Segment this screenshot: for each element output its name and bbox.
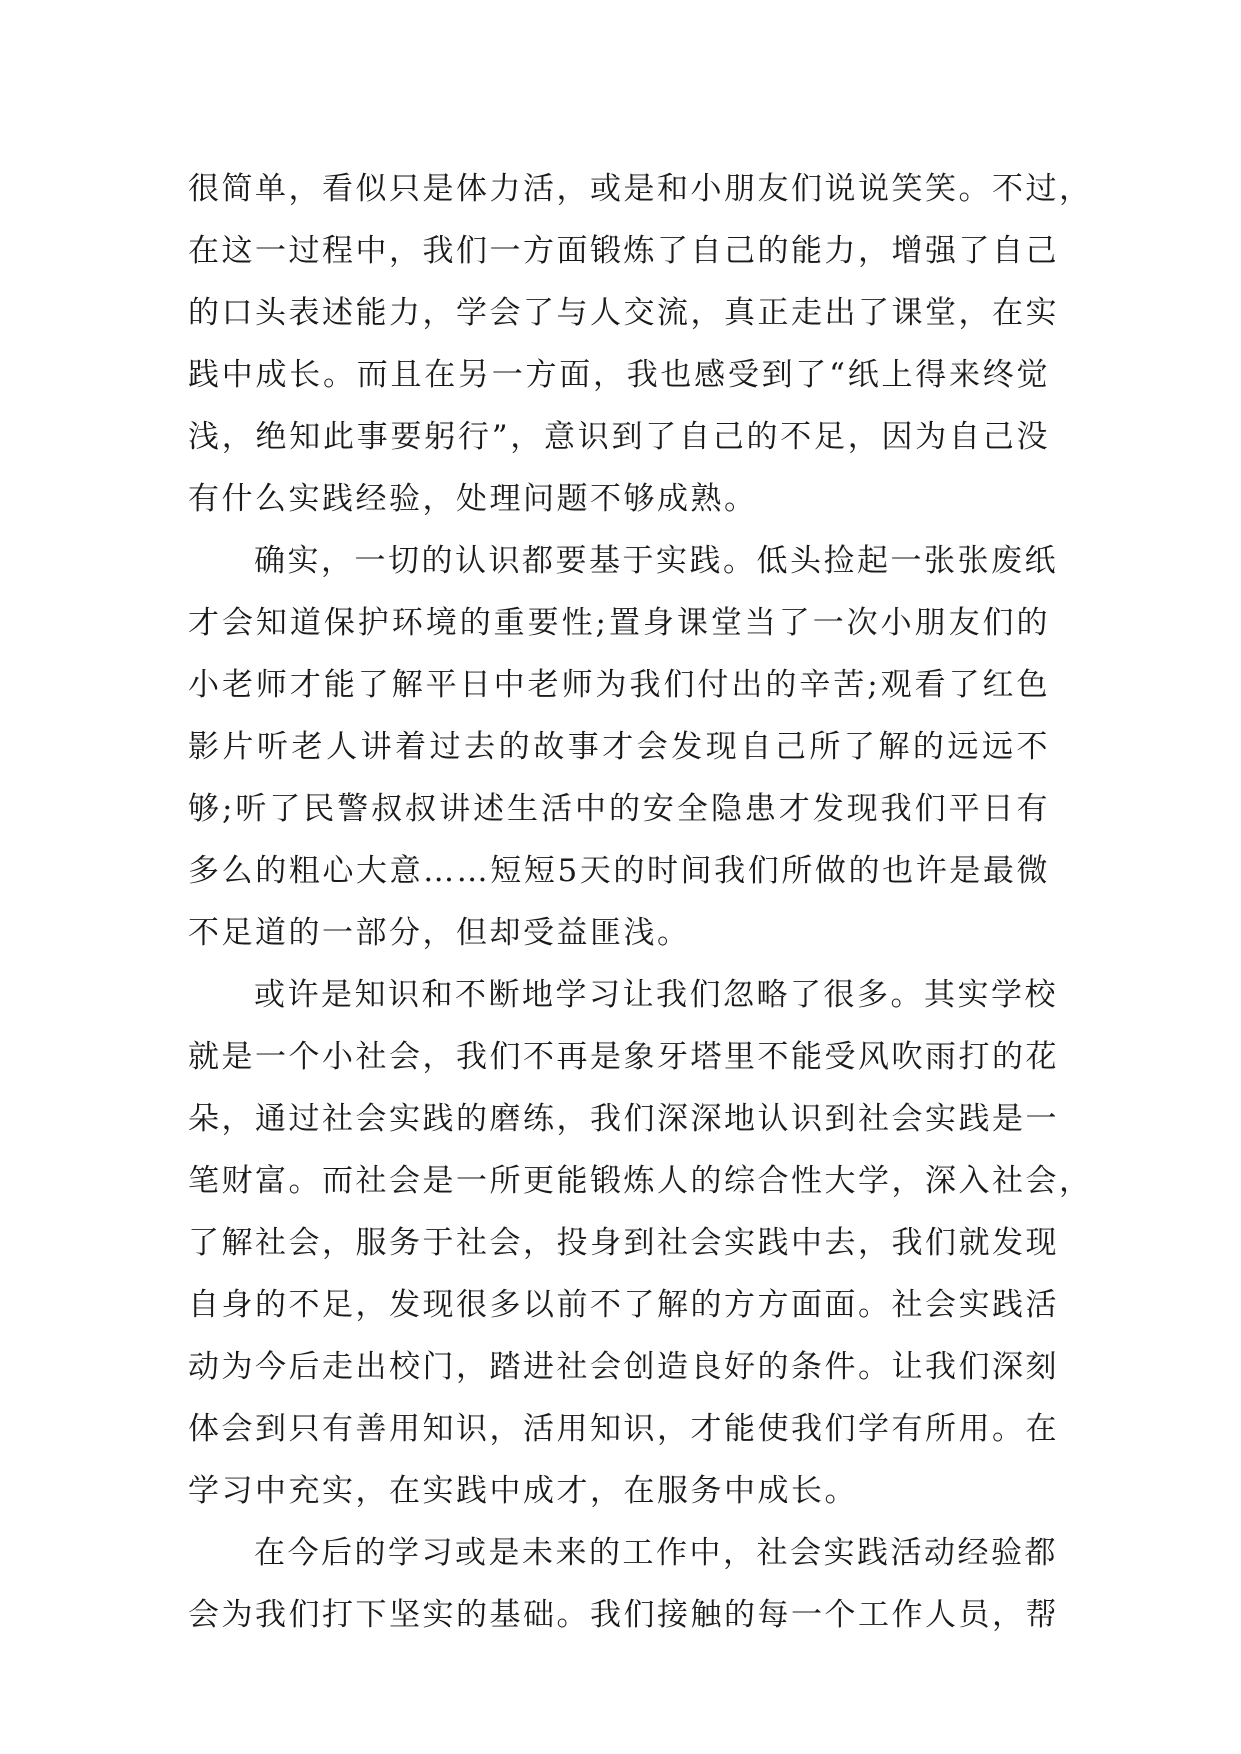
- text-line: 很简单，看似只是体力活，或是和小朋友们说说笑笑。不过，: [188, 171, 1093, 207]
- text-line: 自身的不足，发现很多以前不了解的方方面面。社会实践活: [188, 1287, 1059, 1323]
- text-line: 够;听了民警叔叔讲述生活中的安全隐患才发现我们平日有: [188, 791, 1050, 827]
- text-line: 影片听老人讲着过去的故事才会发现自己所了解的远远不: [188, 729, 1050, 765]
- text-line: 确实，一切的认识都要基于实践。低头捡起一张张废纸: [254, 543, 1058, 579]
- text-line: 笔财富。而社会是一所更能锻炼人的综合性大学，深入社会，: [188, 1163, 1093, 1199]
- text-line: 了解社会，服务于社会，投身到社会实践中去，我们就发现: [188, 1225, 1059, 1261]
- paragraph-3: [188, 964, 1093, 1522]
- text-line: 才会知道保护环境的重要性;置身课堂当了一次小朋友们的: [188, 605, 1050, 641]
- text-line: 会为我们打下坚实的基础。我们接触的每一个工作人员，帮: [188, 1597, 1059, 1633]
- text-line: 在这一过程中，我们一方面锻炼了自己的能力，增强了自己: [188, 233, 1059, 269]
- text-line: 浅，绝知此事要躬行”，意识到了自己的不足，因为自己没: [188, 419, 1050, 455]
- text-line: 动为今后走出校门，踏进社会创造良好的条件。让我们深刻: [188, 1349, 1059, 1385]
- text-line: 学习中充实，在实践中成才，在服务中成长。: [188, 1473, 858, 1509]
- text-line: 践中成长。而且在另一方面，我也感受到了“纸上得来终觉: [188, 357, 1050, 393]
- text-line: 体会到只有善用知识，活用知识，才能使我们学有所用。在: [188, 1411, 1059, 1447]
- text-line: 多么的粗心大意……短短5天的时间我们所做的也许是最微: [188, 853, 1050, 889]
- text-line: 不足道的一部分，但却受益匪浅。: [188, 915, 691, 951]
- paragraph-1: [188, 158, 1093, 530]
- paragraph-4: [188, 1522, 1059, 1646]
- text-line: 小老师才能了解平日中老师为我们付出的辛苦;观看了红色: [188, 667, 1050, 703]
- text-line: 有什么实践经验，处理问题不够成熟。: [188, 481, 758, 517]
- paragraph-2: [188, 530, 1058, 964]
- text-line: 在今后的学习或是未来的工作中，社会实践活动经验都: [254, 1535, 1058, 1571]
- text-line: 就是一个小社会，我们不再是象牙塔里不能受风吹雨打的花: [188, 1039, 1059, 1075]
- document-body: [188, 158, 1093, 1646]
- text-line: 的口头表述能力，学会了与人交流，真正走出了课堂，在实: [188, 295, 1059, 331]
- text-line: 或许是知识和不断地学习让我们忽略了很多。其实学校: [254, 977, 1058, 1013]
- text-line: 朵，通过社会实践的磨练，我们深深地认识到社会实践是一: [188, 1101, 1059, 1137]
